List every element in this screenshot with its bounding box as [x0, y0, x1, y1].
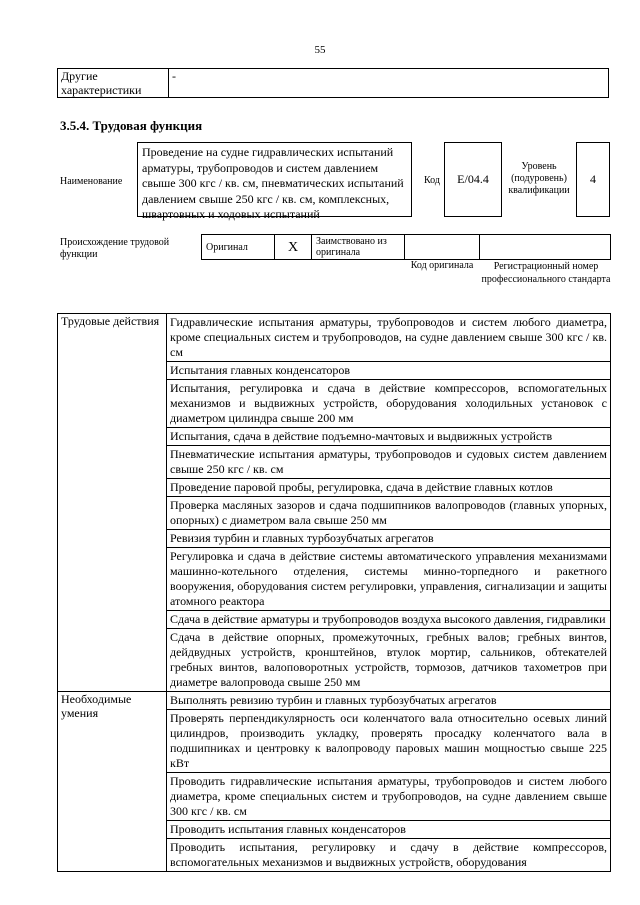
required-skills-item: Проводить испытания, регулировку и сдачу в действие компрессоров, вспомогательных механизмов и выдвижных устройств, оборудования — [167, 839, 611, 872]
origin-code-caption: Код оригинала — [410, 260, 474, 271]
labor-actions-item: Пневматические испытания арматуры, трубопроводов и судовых систем давлением свыше 250 кгс / кв. см — [167, 446, 611, 479]
origin-original-label: Оригинал — [202, 235, 275, 260]
name-label: Наименование — [60, 176, 123, 187]
origin-reg-cell — [480, 235, 611, 260]
other-characteristics-label: Другие характеристики — [58, 69, 169, 98]
labor-actions-item: Регулировка и сдача в действие системы автоматического управления механизмами машинно-котельного отделения, системы минно-торпедного и ракетного вооружения, оборудования систем регулировки, управления, сигнализации и защиты атомного реактора — [167, 548, 611, 611]
other-characteristics-table — [57, 68, 609, 98]
required-skills-item: Проводить испытания главных конденсаторов — [167, 821, 611, 839]
origin-reg-caption: Регистрационный номер профессионального стандарта — [481, 261, 611, 285]
table-row — [58, 692, 611, 710]
table-row — [58, 314, 611, 362]
other-characteristics-value: - — [169, 69, 609, 98]
origin-table — [201, 234, 611, 260]
required-skills-item: Проверять перпендикулярность оси коленчатого вала относительно осевых линий цилиндров, производить укладку, проверять просадку коленчатого вала в подшипниках и центровку к валопроводу паровых машин мощностью свыше 225 кВт — [167, 710, 611, 773]
page-number: 55 — [314, 44, 326, 56]
origin-label: Происхождение трудовой функции — [60, 237, 170, 260]
origin-borrowed-label: Заимствовано из оригинала — [312, 235, 405, 260]
origin-code-cell — [405, 235, 480, 260]
labor-actions-item: Испытания главных конденсаторов — [167, 362, 611, 380]
level-value: 4 — [576, 142, 610, 217]
labor-actions-item: Проверка масляных зазоров и сдача подшипников валопроводов (главных упорных, опорных) с диаметром вала свыше 250 мм — [167, 497, 611, 530]
labor-actions-item: Испытания, сдача в действие подъемно-мачтовых и выдвижных устройств — [167, 428, 611, 446]
required-skills-label: Необходимые умения — [58, 692, 167, 872]
labor-actions-label: Трудовые действия — [58, 314, 167, 692]
function-name-value: Проведение на судне гидравлических испытаний арматуры, трубопроводов и систем давлением свыше 300 кгс / кв. см, пневматических испытаний давлением свыше 250 кгс / кв. см, комплексных, швартовных и ходовых испытаний — [137, 142, 412, 217]
labor-actions-item: Сдача в действие арматуры и трубопроводов воздуха высокого давления, гидравлики — [167, 611, 611, 629]
section-title: 3.5.4. Трудовая функция — [60, 118, 203, 133]
origin-mark: X — [275, 235, 312, 260]
required-skills-item: Проводить гидравлические испытания арматуры, трубопроводов и систем любого диаметра, кроме специальных систем и трубопроводов, на судне давлением свыше 300 кгс / кв. см — [167, 773, 611, 821]
labor-actions-item: Проведение паровой пробы, регулировка, сдача в действие главных котлов — [167, 479, 611, 497]
required-skills-item: Выполнять ревизию турбин и главных турбозубчатых агрегатов — [167, 692, 611, 710]
code-value: E/04.4 — [444, 142, 502, 217]
labor-actions-item: Гидравлические испытания арматуры, трубопроводов и систем любого диаметра, кроме специальных систем и трубопроводов, на судне давлением свыше 300 кгс / кв. см — [167, 314, 611, 362]
code-label: Код — [424, 175, 440, 186]
level-label: Уровень (подуровень) квалификации — [508, 161, 570, 196]
labor-actions-item: Ревизия турбин и главных турбозубчатых агрегатов — [167, 530, 611, 548]
function-details-table — [57, 313, 611, 872]
labor-actions-item: Испытания, регулировка и сдача в действие компрессоров, вспомогательных механизмов и выдвижных устройств, оборудования холодильных установок с диаметром цилиндра свыше 200 мм — [167, 380, 611, 428]
labor-actions-item: Сдача в действие опорных, промежуточных, гребных валов; гребных винтов, дейдвудных устройств, кронштейнов, втулок мортир, сальников, обтекателей гребных винтов, валоповоротных устройств, тормозов, датчиков тахометров при диаметре валопровода свыше 250 мм — [167, 629, 611, 692]
